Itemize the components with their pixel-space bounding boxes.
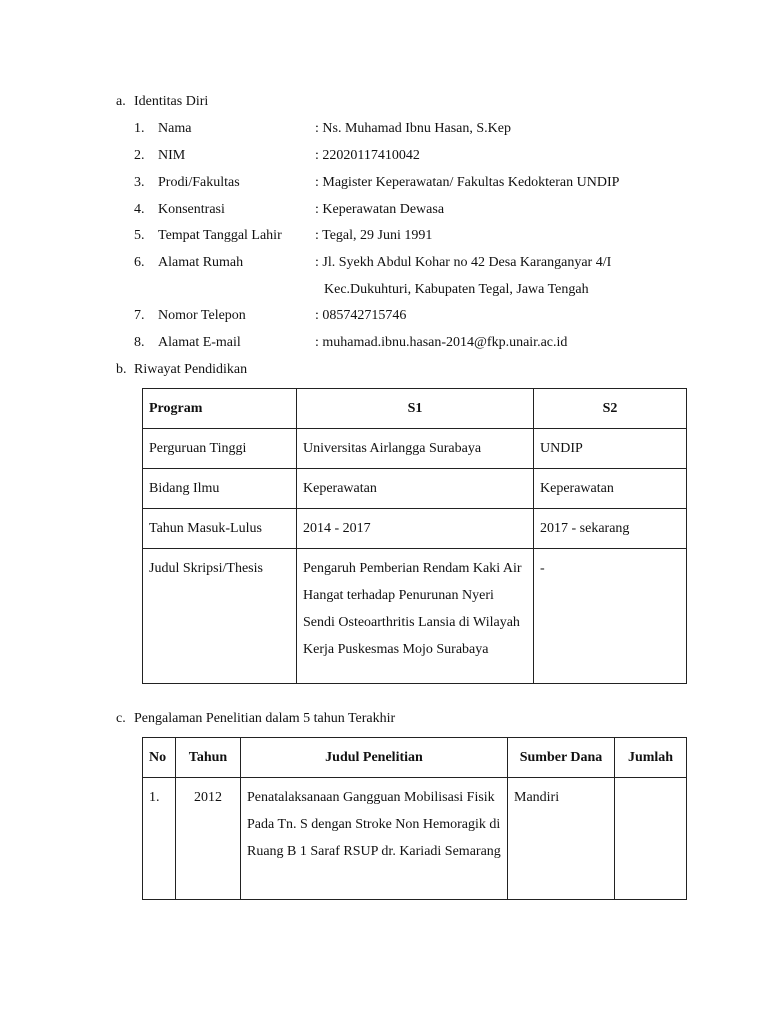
table-cell: Perguruan Tinggi [143,429,297,469]
table-cell: 2017 - sekarang [534,509,687,549]
table-cell: Penatalaksanaan Gangguan Mobilisasi Fisik Pada Tn. S dengan Stroke Non Hemoragik di Ruang B 1 Saraf RSUP dr. Kariadi Semarang [241,778,508,900]
table-row [143,429,687,469]
section-b-marker: b. [116,362,127,377]
table-cell [615,778,687,900]
identity-item-number: 3. [134,175,145,190]
identity-item-number: 1. [134,121,145,136]
identity-item-number: 5. [134,228,145,243]
identity-item-value: : 22020117410042 [315,148,420,163]
table-header-row [143,389,687,429]
table-cell: - [534,549,687,684]
table-cell: Mandiri [508,778,615,900]
table-cell: Keperawatan [534,469,687,509]
table-row [143,778,687,900]
table-header-row [143,738,687,778]
table-cell: 2012 [176,778,241,900]
identity-item-value: : Keperawatan Dewasa [315,202,445,217]
identity-item-value: : Ns. Muhamad Ibnu Hasan, S.Kep [315,121,511,136]
identity-item-value: : 085742715746 [315,308,407,323]
column-header-judul-penelitian: Judul Penelitian [241,738,508,778]
section-c-marker: c. [116,711,126,726]
section-b-heading: Riwayat Pendidikan [134,362,248,377]
identity-item-label: Konsentrasi [158,202,225,217]
identity-item-number: 7. [134,308,145,323]
identity-item-label: Prodi/Fakultas [158,175,240,190]
column-header-program: Program [143,389,297,429]
column-header-no: No [143,738,176,778]
identity-item-label: Tempat Tanggal Lahir [158,228,282,243]
column-header-tahun: Tahun [176,738,241,778]
identity-item-label: Nama [158,121,192,136]
table-cell: Universitas Airlangga Surabaya [297,429,534,469]
table-cell: Pengaruh Pemberian Rendam Kaki Air Hangat terhadap Penurunan Nyeri Sendi Osteoarthritis Lansia di Wilayah Kerja Puskesmas Mojo Surabaya [297,549,534,684]
identity-item-label: Alamat E-mail [158,335,241,350]
identity-item-number: 4. [134,202,145,217]
identity-item-number: 8. [134,335,145,350]
identity-item-number: 6. [134,255,145,270]
identity-item-value: : muhamad.ibnu.hasan-2014@fkp.unair.ac.id [315,335,568,350]
table-cell: Judul Skripsi/Thesis [143,549,297,684]
identity-item-label: Alamat Rumah [158,255,244,270]
table-row [143,509,687,549]
identity-item-number: 2. [134,148,145,163]
column-header-s1: S1 [297,389,534,429]
column-header-sumber-dana: Sumber Dana [508,738,615,778]
identity-item-value: : Jl. Syekh Abdul Kohar no 42 Desa Karanganyar 4/I [315,255,612,270]
column-header-jumlah: Jumlah [615,738,687,778]
section-a-marker: a. [116,94,126,109]
table-row [143,549,687,684]
identity-item-value-continued: Kec.Dukuhturi, Kabupaten Tegal, Jawa Tengah [324,282,589,297]
section-c-heading: Pengalaman Penelitian dalam 5 tahun Terakhir [134,711,396,726]
identity-item-label: Nomor Telepon [158,308,246,323]
research-table [142,737,687,900]
table-cell: Keperawatan [297,469,534,509]
table-cell: Bidang Ilmu [143,469,297,509]
table-row [143,469,687,509]
column-header-s2: S2 [534,389,687,429]
education-table [142,388,687,684]
table-cell: Tahun Masuk-Lulus [143,509,297,549]
identity-item-value: : Magister Keperawatan/ Fakultas Kedokteran UNDIP [315,175,620,190]
table-cell: 1. [143,778,176,900]
table-cell: UNDIP [534,429,687,469]
section-a-heading: Identitas Diri [134,94,209,109]
table-cell: 2014 - 2017 [297,509,534,549]
identity-item-label: NIM [158,148,186,163]
identity-item-value: : Tegal, 29 Juni 1991 [315,228,433,243]
